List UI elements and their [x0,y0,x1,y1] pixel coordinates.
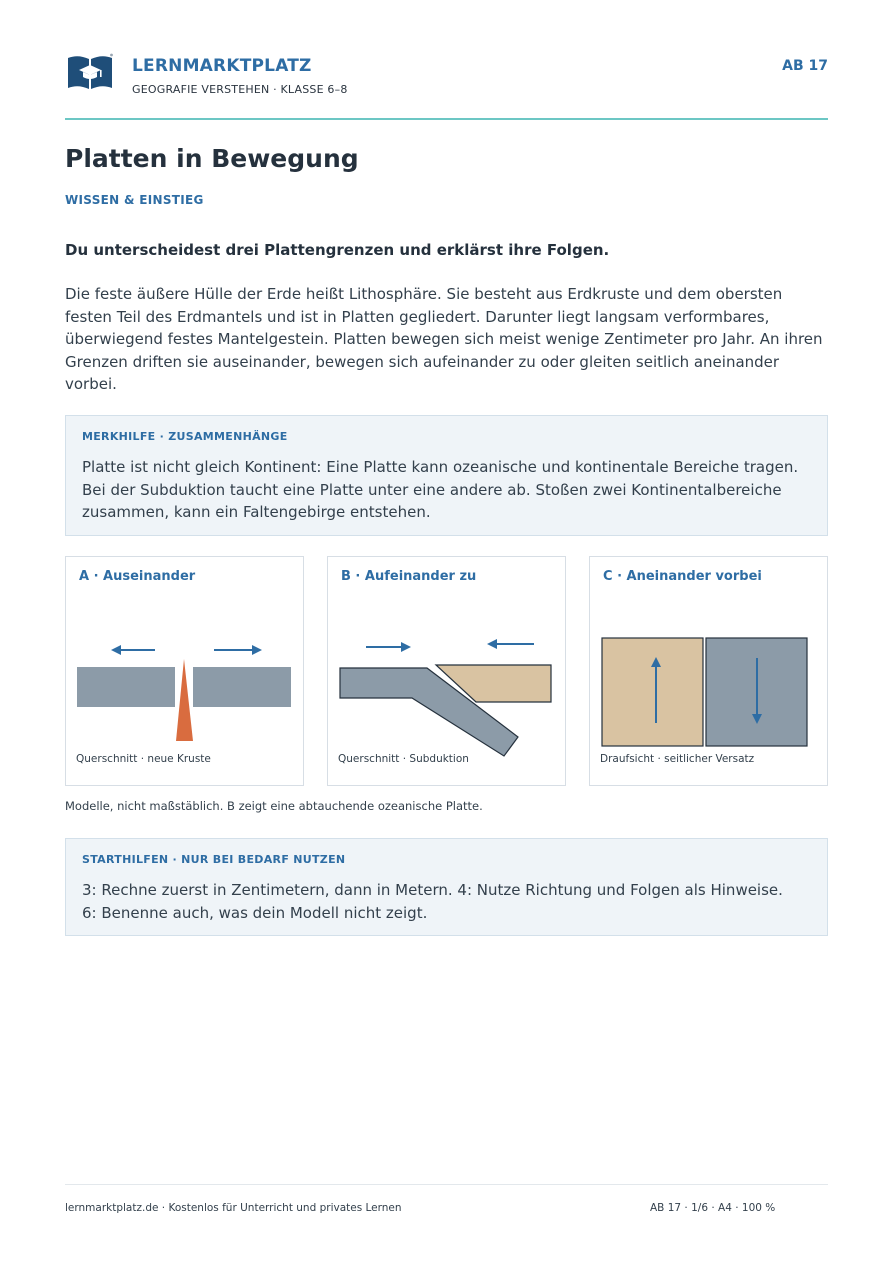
logo-icon [66,52,114,92]
arrow-left-icon [111,645,155,655]
intro-text: Die feste äußere Hülle der Erde heißt Lithosphäre. Sie besteht aus Erdkruste und dem obersten festen Teil des Erdmantels und ist in Platten gegliedert. Darunter liegt langsam verformbares, überwiegend festes Mantelgestein. Platten bewegen sich meist wenige Zentimeter pro Jahr. An ihren Grenzen driften sie auseinander, bewegen sich aufeinander zu oder gleiten seitlich aneinander vorbei. [65,285,823,393]
starthilfen-box [65,838,828,936]
figure-caption: Modelle, nicht maßstäblich. B zeigt eine abtauchende ozeanische Platte. [65,799,483,813]
footer-site-text: lernmarktplatz.de · Kostenlos für Unterricht und privates Lernen [65,1202,402,1214]
footer-page-info: AB 17 · 1/6 · A4 · 100 % [650,1202,776,1214]
section-kicker: WISSEN & EINSTIEG [65,193,204,207]
arrow-right-icon [214,645,262,655]
arrow-right-icon [366,642,411,652]
figure-a-title: A · Auseinander [79,569,196,584]
learning-goal: Du unterscheidest drei Plattengrenzen und erklärst ihre Folgen. [65,241,610,259]
page-title: Platten in Bewegung [65,144,359,173]
figure-b-title: B · Aufeinander zu [341,569,477,584]
merkhilfe-label: MERKHILFE · ZUSAMMENHÄNGE [82,430,288,443]
figure-b-panel [327,556,566,786]
figure-a-caption: Querschnitt · neue Kruste [76,753,211,765]
figure-c-panel [589,556,828,786]
sheet-code: AB 17 [782,58,828,74]
merkhilfe-text: Platte ist nicht gleich Kontinent: Eine Platte kann ozeanische und kontinentale Bereiche tragen. Bei der Subduktion taucht eine Platte unter eine andere ab. Stoßen zwei Kontinentalbereiche zusammen, kann ein Faltengebirge entstehen. [82,458,799,521]
footer-divider [65,1184,828,1185]
starthilfen-text: 3: Rechne zuerst in Zentimetern, dann in Metern. 4: Nutze Richtung und Folgen als Hinweise. 6: Benenne auch, was dein Modell nicht zeigt. [82,881,783,922]
figure-c-caption: Draufsicht · seitlicher Versatz [600,753,755,765]
figure-b-caption: Querschnitt · Subduktion [338,753,469,765]
figure-c-title: C · Aneinander vorbei [603,569,762,584]
figure-a-panel [65,556,304,786]
brand-subtitle: GEOGRAFIE VERSTEHEN · KLASSE 6–8 [132,83,348,96]
arrow-left-icon [487,639,534,649]
starthilfen-label: STARTHILFEN · NUR BEI BEDARF NUTZEN [82,853,346,866]
brand-name: LERNMARKTPLATZ [132,56,312,76]
header-divider [65,118,828,120]
merkhilfe-box [65,415,828,536]
